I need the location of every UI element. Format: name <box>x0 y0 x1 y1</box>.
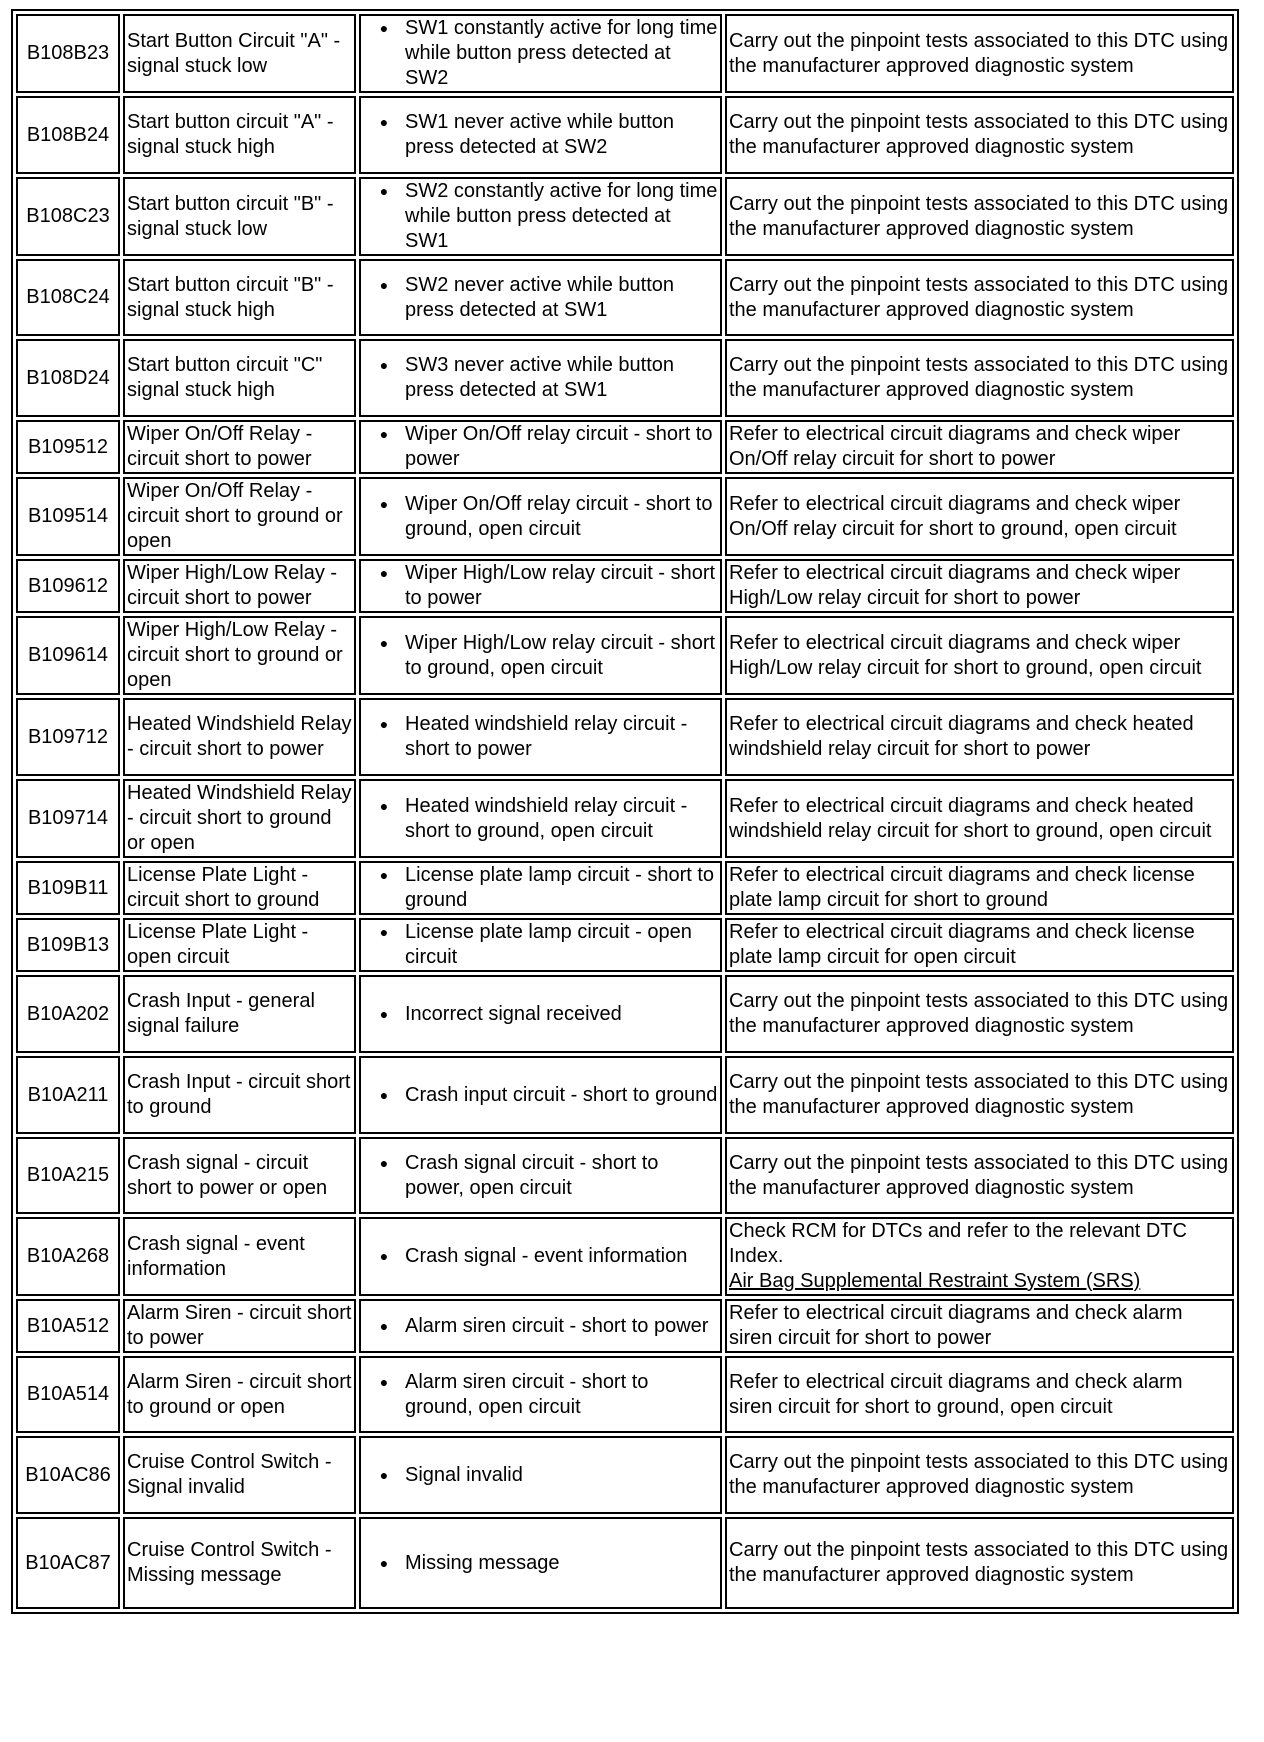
dtc-code: B109612 <box>16 559 120 613</box>
condition-cell <box>359 975 722 1053</box>
action-cell <box>725 918 1234 972</box>
condition-cell <box>359 259 722 336</box>
table-row <box>16 1217 1234 1296</box>
table-row <box>16 1137 1234 1214</box>
condition-text: Crash signal - event information <box>405 1245 688 1267</box>
condition-cell <box>359 14 722 93</box>
action-text: Refer to electrical circuit diagrams and check alarm siren circuit for short to power <box>729 1302 1183 1349</box>
condition-cell <box>359 559 722 613</box>
action-cell <box>725 14 1234 93</box>
bullet-icon: ● <box>379 357 389 373</box>
condition-cell <box>359 177 722 256</box>
dtc-description: Wiper On/Off Relay - circuit short to ground or open <box>123 477 356 556</box>
condition-text: Wiper On/Off relay circuit - short to power <box>405 423 713 470</box>
dtc-code: B109714 <box>16 779 120 858</box>
bullet-icon: ● <box>379 114 389 130</box>
dtc-description: Crash Input - general signal failure <box>123 975 356 1053</box>
condition-cell <box>359 918 722 972</box>
dtc-code: B10A514 <box>16 1356 120 1433</box>
table-row <box>16 975 1234 1053</box>
action-cell <box>725 477 1234 556</box>
action-cell <box>725 559 1234 613</box>
condition-text: Incorrect signal received <box>405 1002 622 1025</box>
condition-text: License plate lamp circuit - short to ground <box>405 864 715 911</box>
dtc-description: License Plate Light - circuit short to ground <box>123 861 356 915</box>
condition-text: Alarm siren circuit - short to power <box>405 1314 709 1337</box>
condition-text: Missing message <box>405 1551 560 1574</box>
dtc-code: B10AC86 <box>16 1436 120 1514</box>
table-row <box>16 616 1234 695</box>
dtc-description: Start button circuit "A" - signal stuck high <box>123 96 356 174</box>
dtc-code: B10A268 <box>16 1217 120 1296</box>
action-cell <box>725 975 1234 1053</box>
bullet-icon: ● <box>379 1086 389 1103</box>
condition-text: SW2 never active while button press detected at SW1 <box>405 273 675 321</box>
bullet-icon: ● <box>379 495 389 512</box>
bullet-icon: ● <box>379 1466 389 1483</box>
dtc-code: B109614 <box>16 616 120 695</box>
condition-text: Crash signal circuit - short to power, open circuit <box>405 1151 659 1199</box>
action-cell <box>725 1056 1234 1134</box>
action-text: Refer to electrical circuit diagrams and check license plate lamp circuit for open circuit <box>729 921 1195 968</box>
table-row <box>16 14 1234 93</box>
condition-text: Wiper High/Low relay circuit - short to ground, open circuit <box>405 631 716 679</box>
action-text: Refer to electrical circuit diagrams and check alarm siren circuit for short to ground, open circuit <box>729 1370 1183 1418</box>
condition-cell <box>359 477 722 556</box>
dtc-code: B108C24 <box>16 259 120 336</box>
condition-cell <box>359 1137 722 1214</box>
table-row <box>16 1299 1234 1353</box>
bullet-icon: ● <box>379 1005 389 1022</box>
bullet-icon: ● <box>379 183 389 199</box>
condition-text: Wiper High/Low relay circuit - short to power <box>405 562 716 609</box>
dtc-table <box>11 9 1239 1614</box>
action-cell <box>725 1137 1234 1214</box>
action-cell <box>725 616 1234 695</box>
action-cell <box>725 259 1234 336</box>
action-text: Carry out the pinpoint tests associated to this DTC using the manufacturer approved diagnostic system <box>729 273 1229 321</box>
condition-cell <box>359 420 722 474</box>
dtc-code: B108B23 <box>16 14 120 93</box>
condition-text: SW1 constantly active for long time while button press detected at SW2 <box>405 17 718 89</box>
dtc-code: B109712 <box>16 698 120 776</box>
condition-cell <box>359 339 722 417</box>
action-cell <box>725 1517 1234 1609</box>
condition-cell <box>359 1356 722 1433</box>
action-cell <box>725 177 1234 256</box>
dtc-code: B10A202 <box>16 975 120 1053</box>
bullet-icon: ● <box>379 276 389 293</box>
table-row <box>16 559 1234 613</box>
bullet-icon: ● <box>379 565 389 581</box>
bullet-icon: ● <box>379 634 389 651</box>
action-text: Refer to electrical circuit diagrams and check license plate lamp circuit for short to ground <box>729 864 1195 911</box>
dtc-code: B10A512 <box>16 1299 120 1353</box>
table-row <box>16 420 1234 474</box>
condition-cell <box>359 779 722 858</box>
dtc-description: Start button circuit "B" - signal stuck low <box>123 177 356 256</box>
bullet-icon: ● <box>379 797 389 814</box>
table-row <box>16 477 1234 556</box>
action-text: Carry out the pinpoint tests associated to this DTC using the manufacturer approved diagnostic system <box>729 1071 1229 1118</box>
srs-link[interactable]: Air Bag Supplemental Restraint System (SRS) <box>729 1270 1141 1292</box>
dtc-code: B109B13 <box>16 918 120 972</box>
dtc-description: Crash signal - circuit short to power or open <box>123 1137 356 1214</box>
dtc-code: B10A215 <box>16 1137 120 1214</box>
condition-cell <box>359 616 722 695</box>
action-text: Refer to electrical circuit diagrams and check wiper On/Off relay circuit for short to ground, open circuit <box>729 492 1181 540</box>
condition-text: Alarm siren circuit - short to ground, open circuit <box>405 1370 649 1418</box>
action-text: Carry out the pinpoint tests associated to this DTC using the manufacturer approved diagnostic system <box>729 354 1229 401</box>
dtc-description: Heated Windshield Relay - circuit short to power <box>123 698 356 776</box>
dtc-code: B109514 <box>16 477 120 556</box>
action-cell <box>725 339 1234 417</box>
condition-cell <box>359 1217 722 1296</box>
dtc-code: B109512 <box>16 420 120 474</box>
bullet-icon: ● <box>379 1154 389 1171</box>
condition-cell <box>359 698 722 776</box>
table-row <box>16 698 1234 776</box>
bullet-icon: ● <box>379 426 389 442</box>
condition-cell <box>359 861 722 915</box>
table-row <box>16 177 1234 256</box>
bullet-icon: ● <box>379 716 389 732</box>
action-text: Refer to electrical circuit diagrams and check wiper High/Low relay circuit for short to power <box>729 562 1181 609</box>
dtc-description: License Plate Light - open circuit <box>123 918 356 972</box>
condition-cell <box>359 96 722 174</box>
bullet-icon: ● <box>379 924 389 940</box>
action-cell <box>725 698 1234 776</box>
action-cell <box>725 1356 1234 1433</box>
bullet-icon: ● <box>379 1373 389 1390</box>
table-row <box>16 779 1234 858</box>
action-text: Carry out the pinpoint tests associated to this DTC using the manufacturer approved diagnostic system <box>729 192 1229 240</box>
table-row <box>16 259 1234 336</box>
action-text: Refer to electrical circuit diagrams and check heated windshield relay circuit for short to power <box>729 713 1194 760</box>
action-cell <box>725 1436 1234 1514</box>
table-row <box>16 918 1234 972</box>
condition-cell <box>359 1436 722 1514</box>
action-text: Carry out the pinpoint tests associated to this DTC using the manufacturer approved diagnostic system <box>729 1151 1229 1199</box>
dtc-description: Start button circuit "C" signal stuck high <box>123 339 356 417</box>
dtc-description: Crash Input - circuit short to ground <box>123 1056 356 1134</box>
condition-text: Wiper On/Off relay circuit - short to ground, open circuit <box>405 492 713 540</box>
condition-cell <box>359 1517 722 1609</box>
dtc-description: Start button circuit "B" - signal stuck high <box>123 259 356 336</box>
table-row <box>16 1436 1234 1514</box>
action-cell <box>725 420 1234 474</box>
action-text: Carry out the pinpoint tests associated to this DTC using the manufacturer approved diagnostic system <box>729 111 1229 158</box>
dtc-code: B109B11 <box>16 861 120 915</box>
action-text: Carry out the pinpoint tests associated to this DTC using the manufacturer approved diagnostic system <box>729 990 1229 1037</box>
table-row <box>16 1356 1234 1433</box>
table-row <box>16 1517 1234 1609</box>
dtc-code: B10AC87 <box>16 1517 120 1609</box>
bullet-icon: ● <box>379 20 389 36</box>
bullet-icon: ● <box>379 1554 389 1571</box>
action-text: Refer to electrical circuit diagrams and check heated windshield relay circuit for short to ground, open circuit <box>729 794 1212 842</box>
table-row <box>16 339 1234 417</box>
action-cell <box>725 1217 1234 1296</box>
dtc-description: Wiper High/Low Relay - circuit short to power <box>123 559 356 613</box>
condition-cell <box>359 1056 722 1134</box>
action-text: Refer to electrical circuit diagrams and check wiper High/Low relay circuit for short to ground, open circuit <box>729 631 1202 679</box>
condition-cell <box>359 1299 722 1353</box>
bullet-icon: ● <box>379 1248 389 1264</box>
condition-text: Heated windshield relay circuit - short to ground, open circuit <box>405 794 688 842</box>
table-row <box>16 96 1234 174</box>
dtc-description: Alarm Siren - circuit short to ground or open <box>123 1356 356 1433</box>
condition-text: SW1 never active while button press detected at SW2 <box>405 111 675 158</box>
action-text: Check RCM for DTCs and refer to the relevant DTC Index. <box>729 1220 1187 1267</box>
bullet-icon: ● <box>379 1317 389 1334</box>
action-text: Carry out the pinpoint tests associated to this DTC using the manufacturer approved diagnostic system <box>729 29 1229 77</box>
dtc-code: B10A211 <box>16 1056 120 1134</box>
dtc-code: B108D24 <box>16 339 120 417</box>
dtc-description: Cruise Control Switch - Signal invalid <box>123 1436 356 1514</box>
dtc-description: Wiper On/Off Relay - circuit short to power <box>123 420 356 474</box>
dtc-description: Crash signal - event information <box>123 1217 356 1296</box>
condition-text: SW2 constantly active for long time while button press detected at SW1 <box>405 180 718 252</box>
dtc-code: B108C23 <box>16 177 120 256</box>
condition-text: Signal invalid <box>405 1463 523 1486</box>
dtc-description: Start Button Circuit "A" - signal stuck low <box>123 14 356 93</box>
dtc-description: Heated Windshield Relay - circuit short to ground or open <box>123 779 356 858</box>
dtc-description: Alarm Siren - circuit short to power <box>123 1299 356 1353</box>
action-cell <box>725 779 1234 858</box>
table-row <box>16 1056 1234 1134</box>
condition-text: Crash input circuit - short to ground <box>405 1083 718 1106</box>
action-cell <box>725 1299 1234 1353</box>
action-text: Carry out the pinpoint tests associated to this DTC using the manufacturer approved diagnostic system <box>729 1539 1229 1586</box>
action-text: Carry out the pinpoint tests associated to this DTC using the manufacturer approved diagnostic system <box>729 1451 1229 1498</box>
action-cell <box>725 861 1234 915</box>
action-cell <box>725 96 1234 174</box>
condition-text: SW3 never active while button press detected at SW1 <box>405 354 675 401</box>
action-text: Refer to electrical circuit diagrams and check wiper On/Off relay circuit for short to power <box>729 423 1181 470</box>
dtc-description: Cruise Control Switch - Missing message <box>123 1517 356 1609</box>
bullet-icon: ● <box>379 867 389 883</box>
dtc-code: B108B24 <box>16 96 120 174</box>
condition-text: License plate lamp circuit - open circuit <box>405 921 692 968</box>
condition-text: Heated windshield relay circuit - short to power <box>405 713 688 760</box>
dtc-description: Wiper High/Low Relay - circuit short to ground or open <box>123 616 356 695</box>
table-row <box>16 861 1234 915</box>
